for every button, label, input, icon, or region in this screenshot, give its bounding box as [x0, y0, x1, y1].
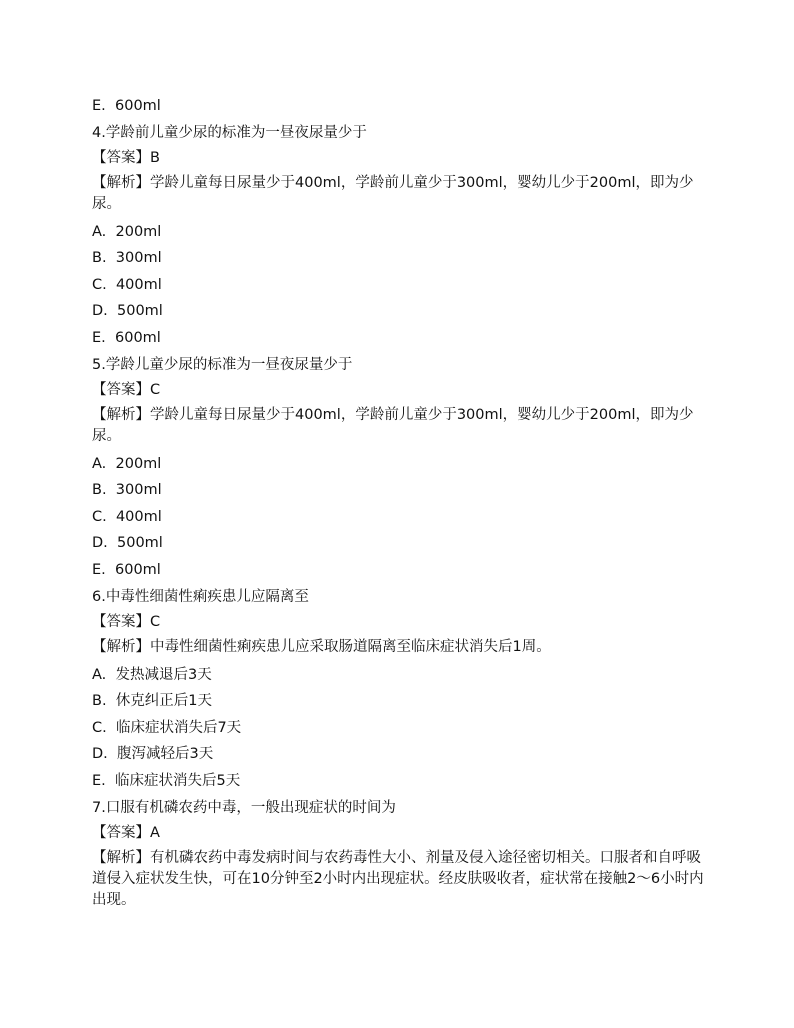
question-5: 5.学龄儿童少尿的标准为一昼夜尿量少于 [92, 356, 353, 373]
option-c: C. 临床症状消失后7天 [92, 719, 242, 736]
option-d: D. 腹泻减轻后3天 [92, 746, 214, 763]
option-a: A. 200ml [92, 455, 162, 472]
explanation-7: 【解析】有机磷农药中毒发病时间与农药毒性大小、剂量及侵入途径密切相关。口服者和自呼吸道侵入症状发生快，可在10分钟至2小时内出现症状。经皮肤吸收者，症状常在接触2～6小时内出现。 [92, 849, 704, 908]
question-7: 7.口服有机磷农药中毒，一般出现症状的时间为 [92, 799, 396, 816]
options-4 [92, 219, 704, 352]
explanation-4: 【解析】学龄儿童每日尿量少于400ml，学龄前儿童少于300ml，婴幼儿少于200ml，即为少尿。 [92, 174, 694, 212]
option-c: C. 400ml [92, 508, 162, 525]
question-6: 6.中毒性细菌性痢疾患儿应隔离至 [92, 588, 309, 605]
option-a: A. 200ml [92, 223, 162, 240]
options-6 [92, 662, 704, 795]
option-b: B. 300ml [92, 250, 162, 267]
option-e: E. 600ml [92, 98, 161, 114]
question-4: 4.学龄前儿童少尿的标准为一昼夜尿量少于 [92, 124, 367, 141]
answer-7: 【答案】A [92, 824, 160, 841]
option-e: E. 600ml [92, 561, 161, 578]
answer-4: 【答案】B [92, 149, 160, 166]
option-e: E. 600ml [92, 329, 161, 346]
answer-5: 【答案】C [92, 381, 161, 398]
explanation-5: 【解析】学龄儿童每日尿量少于400ml，学龄前儿童少于300ml，婴幼儿少于200ml，即为少尿。 [92, 406, 694, 444]
answer-6: 【答案】C [92, 613, 161, 630]
option-b: B. 300ml [92, 482, 162, 499]
document-body [92, 93, 704, 911]
option-e: E. 临床症状消失后5天 [92, 772, 241, 789]
options-5 [92, 451, 704, 584]
option-d: D. 500ml [92, 535, 163, 552]
option-d: D. 500ml [92, 303, 163, 320]
option-a: A. 发热减退后3天 [92, 666, 212, 683]
option-c: C. 400ml [92, 276, 162, 293]
option-b: B. 休克纠正后1天 [92, 693, 212, 710]
explanation-6: 【解析】中毒性细菌性痢疾患儿应采取肠道隔离至临床症状消失后1周。 [92, 638, 551, 655]
